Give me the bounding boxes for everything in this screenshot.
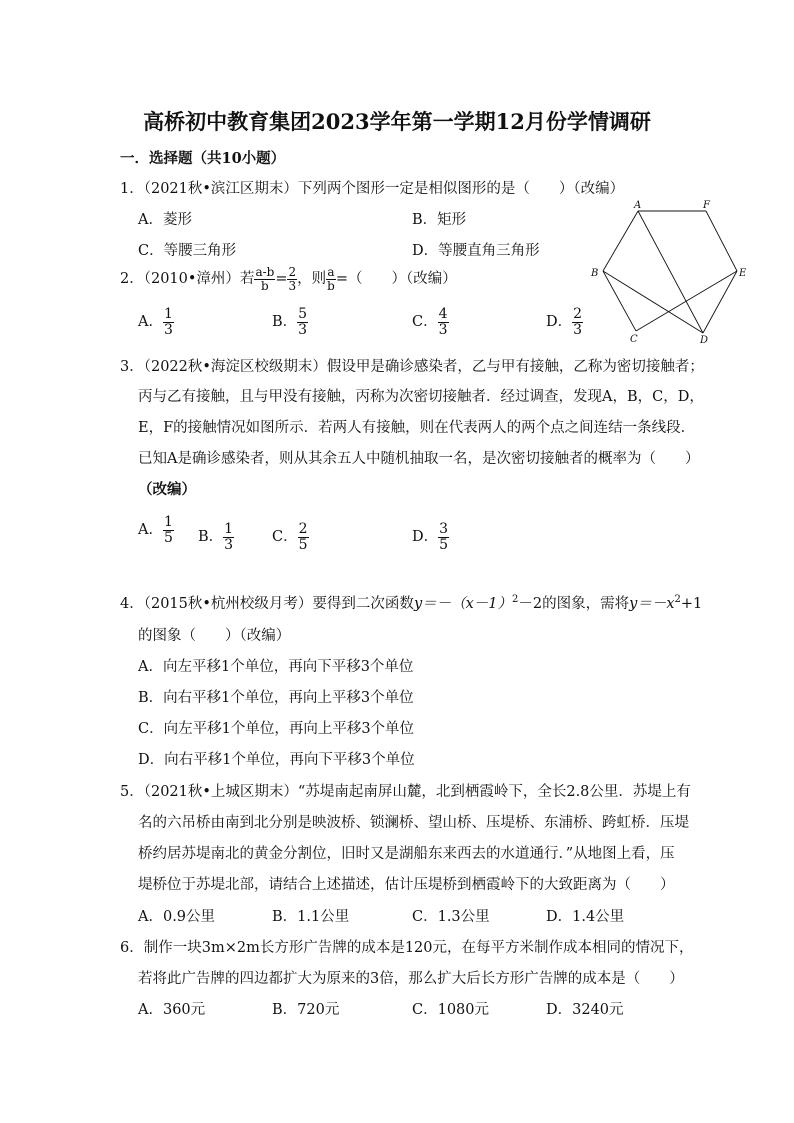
q2-d-label: D．	[546, 314, 573, 331]
q2-f2-num: 2	[288, 265, 297, 279]
q2-b-label: B．	[272, 314, 298, 331]
q4-line-1	[120, 592, 702, 613]
q2-eq: =	[275, 271, 288, 288]
q3-b-fraction	[223, 522, 234, 552]
vertex-label-f: F	[703, 200, 710, 211]
q3-b-label: B．	[198, 529, 224, 546]
q2-post: =（ ）（改编）	[335, 271, 457, 288]
q3-line-3: E，F的接触情况如图所示．若两人有接触，则在代表两人的两个点之间连结一条线段．	[138, 420, 696, 436]
edge-e-d	[703, 271, 737, 333]
q3-d-label: D．	[412, 529, 439, 546]
q3-d-den: 5	[439, 536, 449, 553]
q1-option-c: C．等腰三角形	[138, 243, 237, 259]
edge-a-b	[603, 211, 638, 271]
q4-option-a: A．向左平移1个单位，再向下平移3个单位	[138, 659, 414, 675]
q4-function-2: y＝－x	[629, 596, 675, 612]
q2-option-d	[546, 307, 583, 337]
q3-c-num: 2	[298, 521, 308, 537]
q3-a-label: A．	[138, 522, 163, 539]
q2-a-fraction	[163, 307, 174, 337]
q2-f1-den: b	[261, 278, 269, 293]
q2-c-fraction	[438, 307, 449, 337]
q3-b-num: 1	[224, 521, 234, 537]
vertex-label-a: A	[634, 200, 642, 211]
q2-f2-den: 3	[288, 278, 297, 293]
q2-c-den: 3	[438, 321, 448, 338]
q3-option-c	[272, 522, 309, 552]
q1-option-d: D．等腰直角三角形	[412, 243, 540, 259]
q2-c-num: 4	[438, 306, 448, 322]
q1-stem: 1．（2021秋•滨江区期末）下列两个图形一定是相似图形的是（ ）（改编）	[120, 181, 625, 197]
q2-a-den: 3	[163, 321, 173, 338]
q3-line-5: （改编）	[138, 481, 196, 498]
q5-line-1: 5．（2021秋•上城区期末）“苏堤南起南屏山麓，北到栖霞岭下，全长2.8公里．苏堤上有	[120, 784, 691, 800]
q3-d-fraction	[438, 522, 449, 552]
vertex-label-c: C	[630, 334, 638, 345]
q5-option-c: C．1.3公里	[412, 909, 490, 925]
contact-graph-figure	[585, 198, 750, 348]
q2-option-a	[138, 307, 174, 337]
q2-c-label: C．	[412, 314, 438, 331]
q2-f1-num: a-b	[255, 265, 275, 279]
q3-option-a	[138, 515, 174, 545]
q4-line-2: 的图象（ ）（改编）	[138, 628, 291, 644]
vertex-label-e: E	[739, 268, 747, 279]
section-heading: 一．选择题（共10小题）	[120, 150, 286, 167]
vertex-label-b: B	[591, 268, 599, 279]
q5-option-b: B．1.1公里	[272, 909, 350, 925]
q1-option-a: A．菱形	[138, 212, 192, 228]
q2-mid: ，则	[297, 271, 327, 288]
q4-option-d: D．向右平移1个单位，再向下平移3个单位	[138, 752, 415, 768]
q2-fraction-2	[287, 266, 297, 292]
q6-option-b: B．720元	[272, 1002, 340, 1018]
q4-option-c: C．向左平移1个单位，再向上平移3个单位	[138, 721, 415, 737]
q2-d-den: 3	[573, 321, 583, 338]
q2-b-num: 5	[298, 306, 308, 322]
q4-stem-mid: －2的图象，需将	[518, 596, 630, 612]
q2-stem	[120, 266, 457, 292]
q4-function-1: y＝－（x－1）	[413, 596, 513, 612]
edge-b-d	[603, 271, 703, 333]
q3-d-num: 3	[439, 521, 449, 537]
q3-line-4: 已知A是确诊感染者，则从其余五人中随机抽取一名，是次密切接触者的概率为（ ）	[138, 451, 700, 467]
q2-d-num: 2	[573, 306, 583, 322]
q2-d-fraction	[572, 307, 583, 337]
edge-b-c	[603, 271, 636, 331]
q3-c-fraction	[298, 522, 309, 552]
q3-a-den: 5	[163, 529, 173, 546]
q4-option-b: B．向右平移1个单位，再向上平移3个单位	[138, 690, 414, 706]
vertex-label-d: D	[700, 335, 709, 346]
q3-option-d	[412, 522, 449, 552]
q3-line-1: 3．（2022秋•海淀区校级期末）假设甲是确诊感染者，乙与甲有接触，乙称为密切接触者；	[120, 359, 704, 375]
q2-fraction-3	[326, 266, 336, 292]
q6-option-c: C．1080元	[412, 1002, 489, 1018]
q2-f3-den: b	[327, 278, 335, 293]
q3-a-fraction	[163, 515, 174, 545]
edge-a-d	[638, 211, 703, 333]
q6-line-2: 若将此广告牌的四边都扩大为原来的3倍，那么扩大后长方形广告牌的成本是（ ）	[138, 971, 684, 987]
q6-option-a: A．360元	[138, 1002, 206, 1018]
q3-line-2: 丙与乙有接触，且与甲没有接触，丙称为次密切接触者．经过调查，发现A，B，C，D，	[138, 389, 704, 405]
q2-b-fraction	[297, 307, 308, 337]
q2-option-b	[272, 307, 308, 337]
q3-c-label: C．	[272, 529, 298, 546]
q3-option-b	[198, 522, 234, 552]
q6-line-1: 6．制作一块3m×2m长方形广告牌的成本是120元，在每平方米制作成本相同的情况下，	[120, 940, 694, 956]
q3-a-num: 1	[163, 514, 173, 530]
q3-c-den: 5	[298, 536, 308, 553]
page-title: 高桥初中教育集团2023学年第一学期12月份学情调研	[143, 109, 651, 134]
q5-option-a: A．0.9公里	[138, 909, 216, 925]
q5-line-4: 堤桥位于苏堤北部，请结合上述描述，估计压堤桥到栖霞岭下的大致距离为（ ）	[138, 877, 675, 893]
q5-line-3: 桥约居苏堤南北的黄金分割位，旧时又是湖船东来西去的水道通行．”从地图上看，压	[138, 846, 675, 862]
q2-pre: 2．（2010•漳州）若	[120, 271, 255, 288]
q1-option-b: B．矩形	[412, 212, 467, 228]
edge-f-e	[706, 211, 737, 271]
q2-f3-num: a	[327, 265, 335, 279]
q2-fraction-1	[254, 266, 275, 292]
q4-exponent-1: 2	[512, 594, 519, 606]
q5-option-d: D．1.4公里	[546, 909, 625, 925]
q2-option-c	[412, 307, 449, 337]
q4-function-2-tail: +1	[680, 596, 703, 612]
q2-a-num: 1	[163, 306, 173, 322]
q3-b-den: 3	[224, 536, 234, 553]
q2-b-den: 3	[298, 321, 308, 338]
q6-option-d: D．3240元	[546, 1002, 624, 1018]
q4-exponent-2: 2	[674, 594, 681, 606]
q2-a-label: A．	[138, 314, 163, 331]
q4-stem-text: 4．（2015秋•杭州校级月考）要得到二次函数	[120, 596, 414, 612]
q5-line-2: 名的六吊桥由南到北分别是映波桥、锁澜桥、望山桥、压堤桥、东浦桥、跨虹桥．压堤	[138, 815, 689, 831]
